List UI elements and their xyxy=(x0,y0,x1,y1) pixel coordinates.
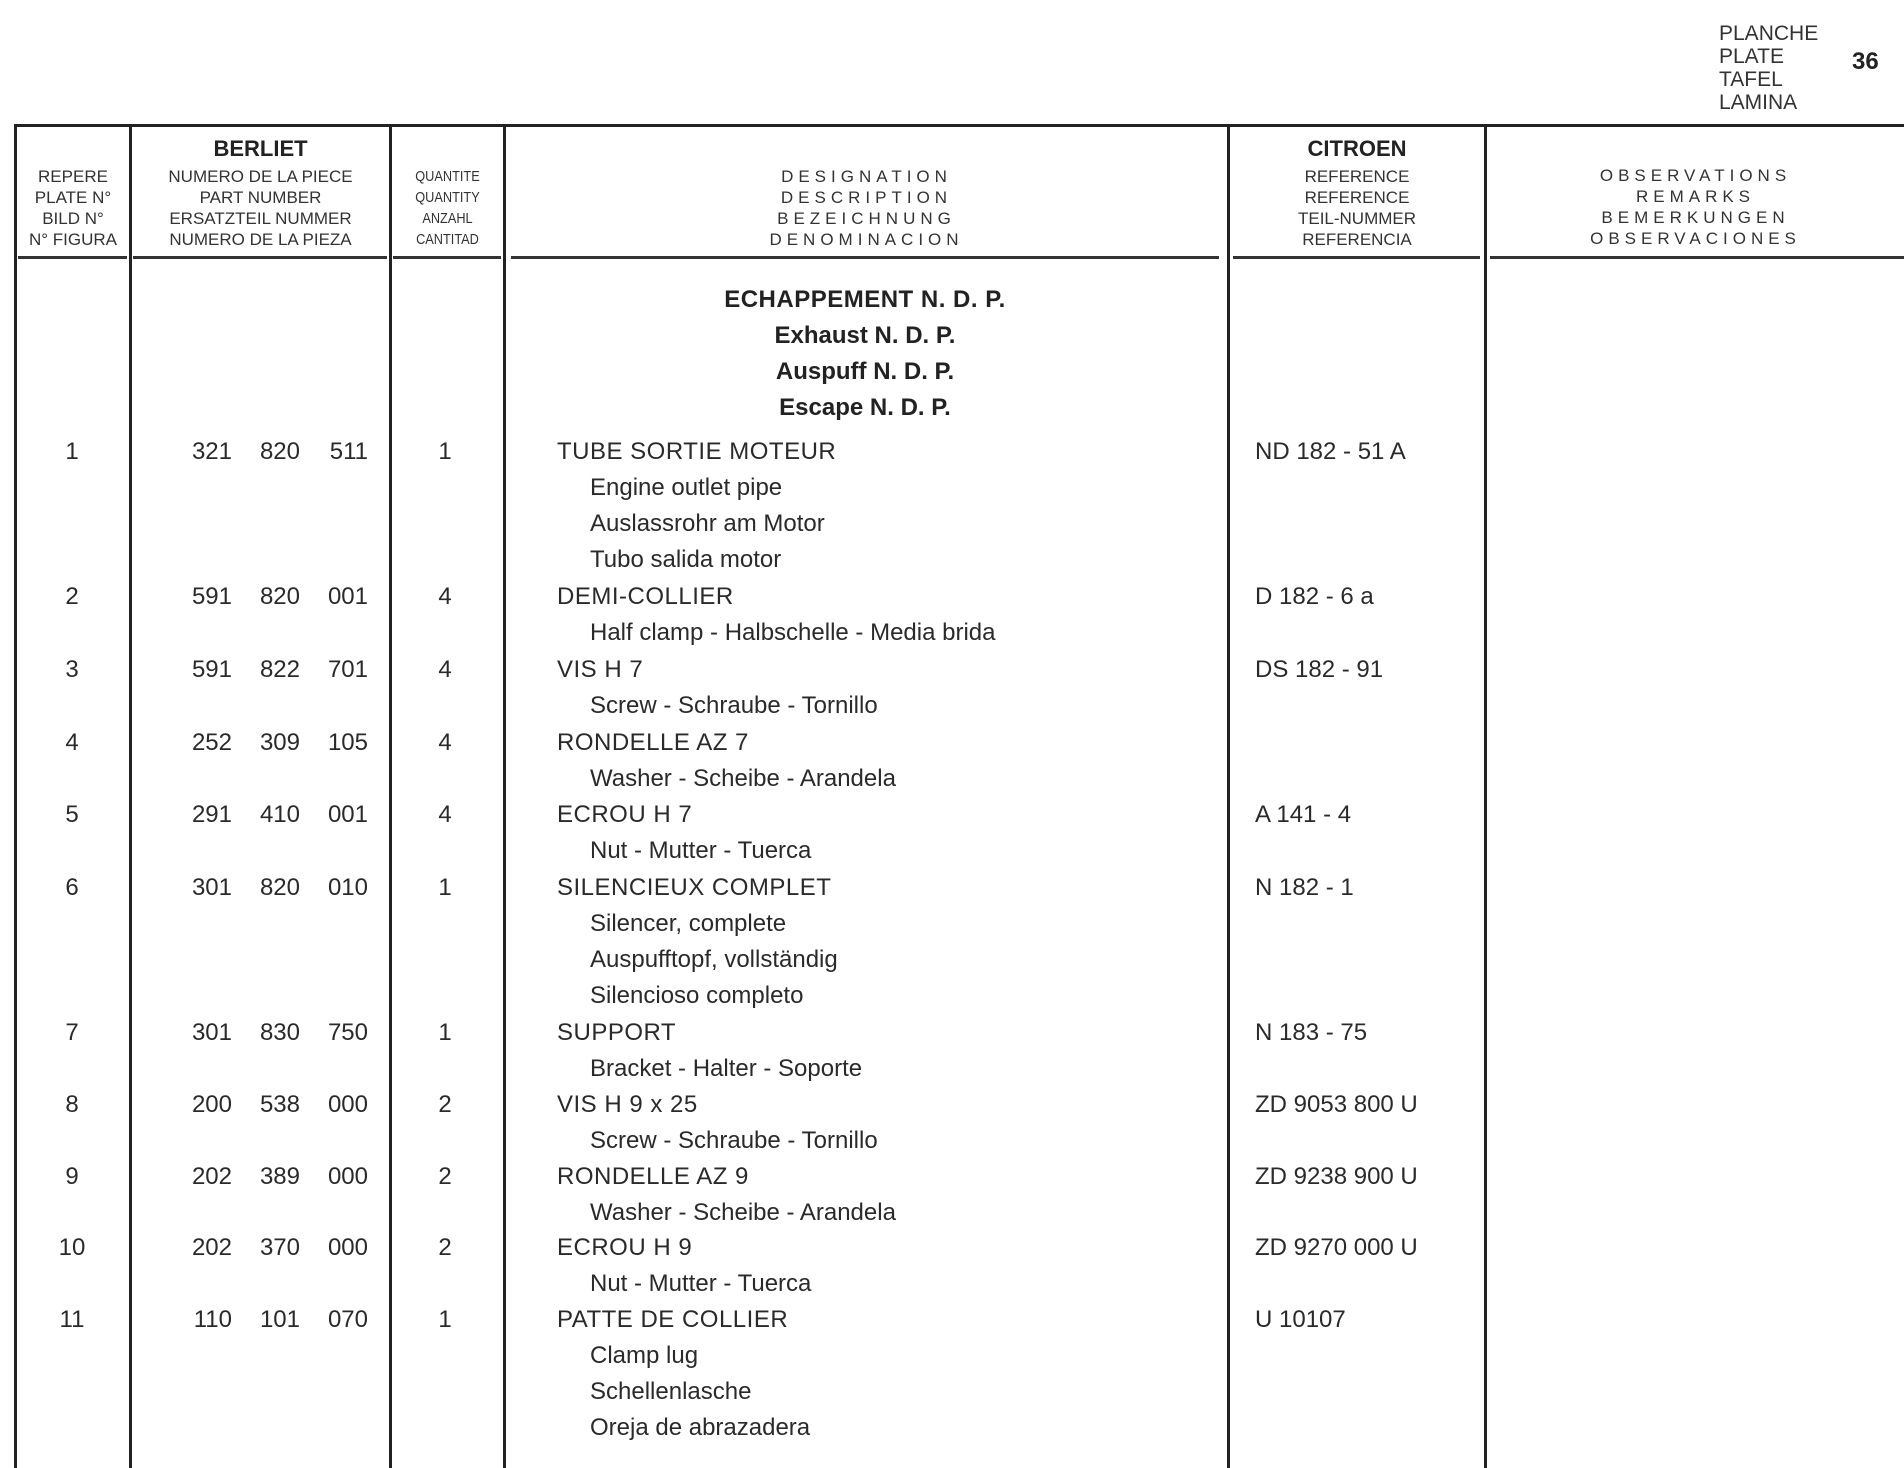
plate-label: PLANCHE xyxy=(1719,22,1819,45)
part-number-group: 701 xyxy=(327,656,368,683)
repere-number: 9 xyxy=(65,1163,79,1190)
column-divider xyxy=(129,126,132,1468)
citroen-reference: N 183 - 75 xyxy=(1255,1019,1368,1046)
part-number-group: 000 xyxy=(327,1234,368,1261)
translation: Nut - Mutter - Tuerca xyxy=(590,1270,812,1297)
part-number-group: 001 xyxy=(327,583,368,610)
designation: SUPPORT xyxy=(557,1019,677,1046)
quantity: 2 xyxy=(438,1091,452,1118)
header-line: OBSERVATIONS xyxy=(1599,166,1792,185)
quantity: 4 xyxy=(438,656,452,683)
repere-number: 4 xyxy=(65,729,79,756)
column-divider xyxy=(389,126,392,1468)
quantity: 1 xyxy=(438,438,452,465)
part-number-group: 000 xyxy=(327,1163,368,1190)
section-title: ECHAPPEMENT N. D. P. xyxy=(724,286,1006,313)
quantity: 4 xyxy=(438,801,452,828)
part-number-group: 000 xyxy=(327,1091,368,1118)
part-number-group: 820 xyxy=(259,438,300,465)
part-number-group: 101 xyxy=(259,1306,300,1333)
repere-number: 11 xyxy=(59,1306,85,1333)
part-number-group: 001 xyxy=(327,801,368,828)
quantity: 2 xyxy=(438,1234,452,1261)
part-number-group: 389 xyxy=(259,1163,300,1190)
header-underline xyxy=(1233,256,1480,259)
header-line: REPERE xyxy=(38,167,108,186)
citroen-reference: N 182 - 1 xyxy=(1255,874,1354,901)
part-number-group: 202 xyxy=(191,1234,232,1261)
translation: Silencer, complete xyxy=(590,910,787,937)
header-line: TEIL-NUMMER xyxy=(1297,209,1417,228)
header-line: QUANTITE xyxy=(415,168,480,185)
header-line: BILD N° xyxy=(42,209,104,228)
header-observations xyxy=(1487,165,1904,249)
section-titles xyxy=(505,282,1225,426)
part-number-group: 301 xyxy=(191,1019,232,1046)
translation: Screw - Schraube - Tornillo xyxy=(590,1127,878,1154)
header-line: N° FIGURA xyxy=(28,230,118,249)
header-line: REMARKS xyxy=(1635,187,1756,206)
plate-indicator xyxy=(1719,22,1899,118)
header-line: REFERENCIA xyxy=(1302,230,1412,249)
part-number-group: 200 xyxy=(191,1091,232,1118)
translation: Tubo salida motor xyxy=(590,546,782,573)
section-title: Auspuff N. D. P. xyxy=(775,358,955,385)
citroen-reference: DS 182 - 91 xyxy=(1255,656,1384,683)
part-number-group: 820 xyxy=(259,583,300,610)
citroen-reference: ZD 9270 000 U xyxy=(1255,1234,1418,1261)
translation: Schellenlasche xyxy=(590,1378,752,1405)
header-line: CANTITAD xyxy=(416,231,479,248)
plate-number: 36 xyxy=(1852,48,1879,75)
header-line: OBSERVACIONES xyxy=(1590,229,1801,248)
header-line: PART NUMBER xyxy=(199,188,322,207)
header-line: REFERENCE xyxy=(1304,167,1410,186)
translation: Auslassrohr am Motor xyxy=(590,510,825,537)
table-top-border xyxy=(14,124,1904,127)
translation: Nut - Mutter - Tuerca xyxy=(590,837,812,864)
header-line: REFERENCE xyxy=(1304,188,1410,207)
header-repere xyxy=(17,166,129,250)
header-underline xyxy=(133,256,387,259)
repere-number: 8 xyxy=(65,1091,79,1118)
part-number-group: 370 xyxy=(259,1234,300,1261)
designation: VIS H 9 x 25 xyxy=(557,1091,698,1118)
designation: ECROU H 9 xyxy=(557,1234,693,1261)
header-underline xyxy=(393,256,501,259)
header-designation xyxy=(506,166,1227,250)
quantity: 4 xyxy=(438,729,452,756)
quantity: 1 xyxy=(438,1019,452,1046)
column-divider xyxy=(14,126,17,1468)
designation: SILENCIEUX COMPLET xyxy=(557,874,832,901)
part-number-group: 301 xyxy=(191,874,232,901)
header-berliet xyxy=(132,136,389,250)
part-number-group: 820 xyxy=(259,874,300,901)
designation: PATTE DE COLLIER xyxy=(557,1306,789,1333)
section-title: Exhaust N. D. P. xyxy=(774,322,956,349)
part-number-group: 070 xyxy=(327,1306,368,1333)
citroen-reference: ND 182 - 51 A xyxy=(1255,438,1406,465)
translation: Bracket - Halter - Soporte xyxy=(590,1055,863,1082)
quantity: 2 xyxy=(438,1163,452,1190)
designation: TUBE SORTIE MOTEUR xyxy=(557,438,837,465)
part-number-group: 750 xyxy=(327,1019,368,1046)
header-line: DESCRIPTION xyxy=(780,188,953,207)
header-line: DESIGNATION xyxy=(781,167,952,186)
part-number-group: 010 xyxy=(327,874,368,901)
translation: Silencioso completo xyxy=(590,982,804,1009)
repere-number: 5 xyxy=(65,801,79,828)
quantity: 1 xyxy=(438,874,452,901)
header-line: PLATE N° xyxy=(34,188,112,207)
part-number-group: 410 xyxy=(259,801,300,828)
header-citroen xyxy=(1230,136,1484,250)
part-number-group: 830 xyxy=(259,1019,300,1046)
plate-labels xyxy=(1719,22,1818,114)
part-number-group: 511 xyxy=(329,438,368,465)
translation: Oreja de abrazadera xyxy=(590,1414,811,1441)
part-number-group: 202 xyxy=(191,1163,232,1190)
column-divider xyxy=(1227,126,1230,1468)
berliet-brand: BERLIET xyxy=(213,136,308,161)
header-line: ERSATZTEIL NUMMER xyxy=(169,209,352,228)
repere-number: 10 xyxy=(58,1234,86,1261)
part-number-group: 105 xyxy=(327,729,368,756)
repere-number: 3 xyxy=(65,656,79,683)
part-number-group: 309 xyxy=(259,729,300,756)
designation: VIS H 7 xyxy=(557,656,644,683)
quantity: 4 xyxy=(438,583,452,610)
translation: Engine outlet pipe xyxy=(590,474,783,501)
header-line: NUMERO DE LA PIEZA xyxy=(169,230,352,249)
designation: RONDELLE AZ 9 xyxy=(557,1163,749,1190)
header-underline xyxy=(1490,256,1904,259)
part-number-group: 291 xyxy=(191,801,232,828)
header-line: QUANTITY xyxy=(415,189,480,206)
designation: DEMI-COLLIER xyxy=(557,583,734,610)
part-number-group: 321 xyxy=(191,438,232,465)
part-number-group: 110 xyxy=(193,1306,232,1333)
translation: Half clamp - Halbschelle - Media brida xyxy=(590,619,996,646)
repere-number: 6 xyxy=(65,874,79,901)
column-divider xyxy=(1484,126,1487,1468)
part-number-group: 822 xyxy=(259,656,300,683)
header-line: BEZEICHNUNG xyxy=(777,209,956,228)
translation: Screw - Schraube - Tornillo xyxy=(590,692,878,719)
section-title: Escape N. D. P. xyxy=(779,394,951,421)
citroen-reference: A 141 - 4 xyxy=(1255,801,1352,828)
plate-label: PLATE xyxy=(1719,45,1784,68)
repere-number: 7 xyxy=(65,1019,79,1046)
translation: Washer - Scheibe - Arandela xyxy=(590,1199,896,1226)
citroen-reference: ZD 9053 800 U xyxy=(1255,1091,1418,1118)
citroen-reference: D 182 - 6 a xyxy=(1255,583,1374,610)
translation: Washer - Scheibe - Arandela xyxy=(590,765,896,792)
header-line: BEMERKUNGEN xyxy=(1601,208,1790,227)
citroen-brand: CITROEN xyxy=(1307,136,1407,161)
repere-number: 1 xyxy=(65,438,79,465)
plate-label: TAFEL xyxy=(1719,68,1783,91)
part-number-group: 538 xyxy=(259,1091,300,1118)
citroen-reference: U 10107 xyxy=(1255,1306,1346,1333)
repere-number: 2 xyxy=(65,583,79,610)
plate-label: LAMINA xyxy=(1719,91,1798,114)
header-line: DENOMINACION xyxy=(769,230,964,249)
header-line: ANZAHL xyxy=(422,210,473,227)
designation: RONDELLE AZ 7 xyxy=(557,729,749,756)
part-number-group: 591 xyxy=(191,583,232,610)
part-number-group: 591 xyxy=(191,656,232,683)
header-underline xyxy=(18,256,127,259)
header-quantity xyxy=(392,166,503,250)
designation: ECROU H 7 xyxy=(557,801,693,828)
header-underline xyxy=(511,256,1219,259)
header-line: NUMERO DE LA PIECE xyxy=(168,167,353,186)
translation: Clamp lug xyxy=(590,1342,699,1369)
part-number-group: 252 xyxy=(191,729,232,756)
quantity: 1 xyxy=(438,1306,452,1333)
citroen-reference: ZD 9238 900 U xyxy=(1255,1163,1418,1190)
translation: Auspufftopf, vollständig xyxy=(590,946,838,973)
